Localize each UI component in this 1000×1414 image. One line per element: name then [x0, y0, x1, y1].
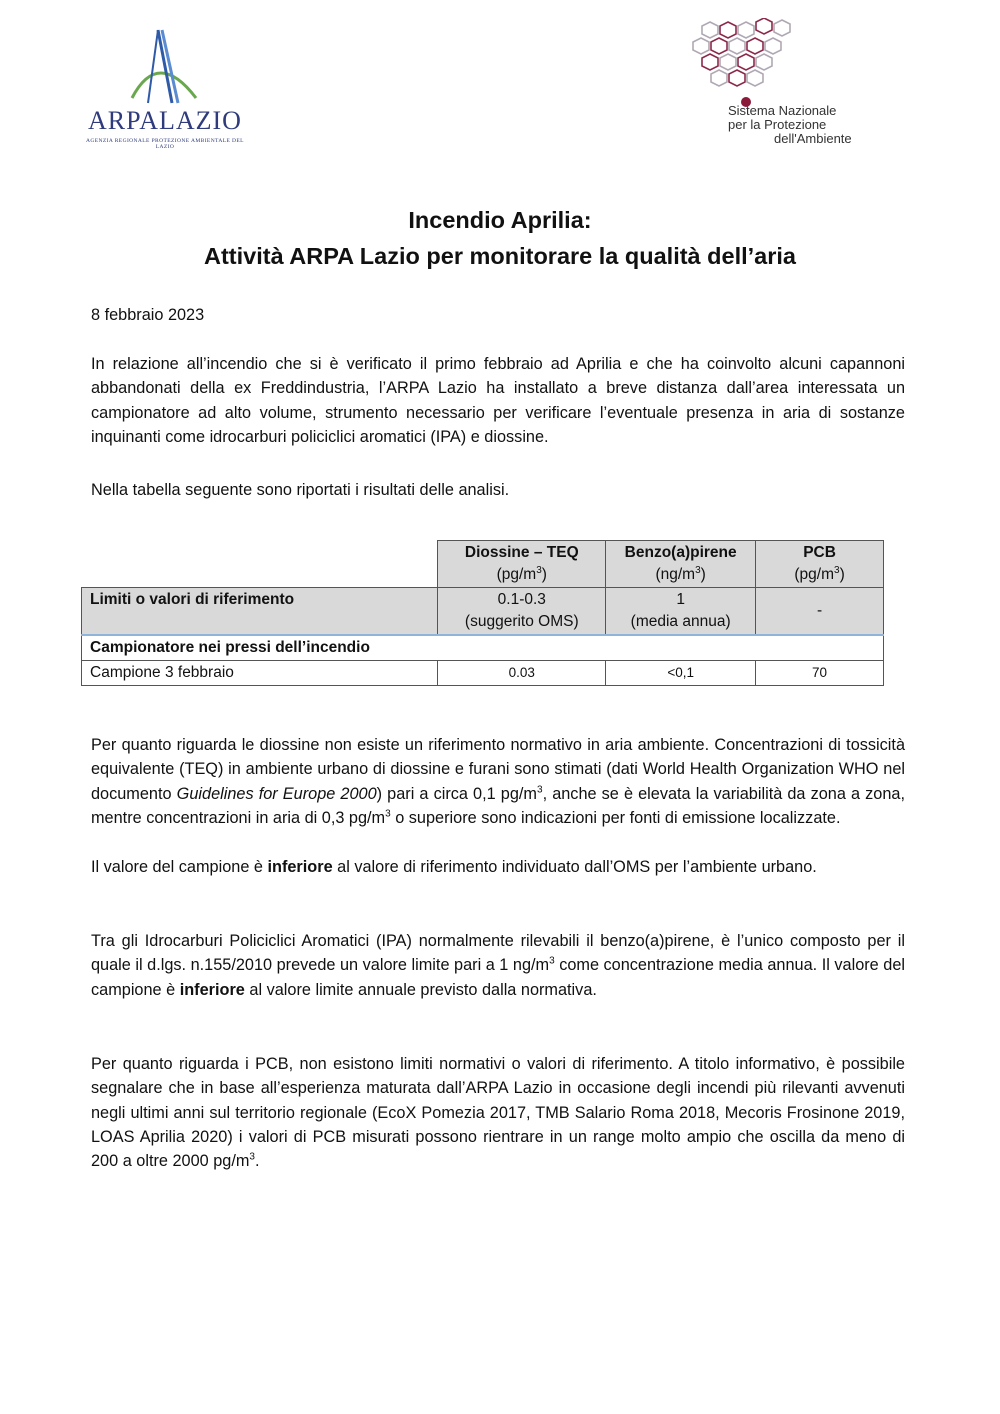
- limit-value: 1: [676, 591, 685, 608]
- paragraph-pcb: [91, 1052, 905, 1173]
- hexagon-cluster-icon: [690, 18, 900, 108]
- header-benzopirene: [606, 541, 756, 588]
- header-unit: (pg/m: [794, 566, 834, 583]
- p3-text-b: come concentrazione media annua. Il valore del campione è: [91, 956, 905, 999]
- limit-note: (suggerito OMS): [464, 613, 579, 630]
- snpa-text: [728, 104, 898, 146]
- header-unit-close: ): [700, 566, 706, 583]
- limit-pcb: [756, 588, 884, 636]
- limit-note: (media annua): [630, 613, 731, 630]
- snpa-line-3: dell'Ambiente: [774, 131, 852, 146]
- header-unit: (ng/m: [655, 566, 696, 583]
- p4-text-a: Per quanto riguarda i PCB, non esistono limiti normativi o valori di riferimento. A titolo informativo, è possibile segnalare che in base all’esperienza maturata dall’ARPA Lazio in occasione degli incendi più rilevanti avvenuti negli ultimi anni sul territorio regionale (EcoX Pomezia 2017, TMB Salario Roma 2018, Mecoris Frosinone 2019, LOAS Aprilia 2020) i valori di PCB misurati possono rientrare in un range molto ampio che oscilla da meno di 200 a oltre 2000 pg/m: [91, 1055, 905, 1171]
- p4-text-b: .: [254, 1152, 260, 1171]
- document-date: 8 febbraio 2023: [91, 306, 205, 324]
- p3-bold: inferiore: [179, 980, 245, 999]
- snpa-line-1: Sistema Nazionale: [728, 103, 837, 118]
- header-name: PCB: [803, 544, 836, 561]
- p2-text-b: al valore di riferimento individuato dall’OMS per l’ambiente urbano.: [332, 858, 817, 876]
- paragraph-ipa: [91, 929, 905, 1002]
- sample-label: Campione 3 febbraio: [82, 661, 438, 686]
- header-unit-sup: 3: [536, 564, 542, 576]
- p1-text-c: , anche se è elevata la variabilità da zona a zona, mentre concentrazioni in aria di 0,3 pg/m: [91, 784, 905, 827]
- paragraph-diossine: [91, 733, 905, 830]
- table-intro: Nella tabella seguente sono riportati i risultati delle analisi.: [91, 481, 510, 499]
- p1-sup-2: 3: [385, 808, 391, 820]
- p2-text-a: Il valore del campione è: [91, 858, 268, 876]
- header-unit: (pg/m: [496, 566, 537, 583]
- results-table: [81, 540, 884, 686]
- sample-benzopirene: <0,1: [606, 661, 756, 686]
- arpa-lazio-emblem-icon: [128, 28, 202, 108]
- page-title: [0, 202, 1000, 274]
- table-row-limits: [82, 588, 884, 636]
- section-label: Campionatore nei pressi dell’incendio: [90, 639, 370, 656]
- p1-italic: Guidelines for Europe 2000: [176, 784, 377, 803]
- header-unit-close: ): [541, 566, 547, 583]
- limit-value: -: [816, 602, 823, 619]
- p2-bold: inferiore: [267, 858, 333, 876]
- p4-sup: 3: [249, 1151, 255, 1163]
- title-line-2: Attività ARPA Lazio per monitorare la qualità dell’aria: [204, 243, 796, 269]
- snpa-line-2: per la Protezione: [728, 117, 827, 132]
- intro-paragraph: In relazione all’incendio che si è verificato il primo febbraio ad Aprilia e che ha coinvolto alcuni capannoni abbandonati della ex Freddindustria, l’ARPA Lazio ha installato a breve distanza dall’area interessata un campionatore ad alto volume, strumento necessario per verificare l’eventuale presenza in aria di sostanze inquinanti come idrocarburi policiclici aromatici (IPA) e diossine.: [91, 355, 905, 446]
- title-line-1: Incendio Aprilia:: [408, 207, 592, 233]
- logo-tagline: AGENZIA REGIONALE PROTEZIONE AMBIENTALE DEL LAZIO: [86, 138, 244, 150]
- header-unit-sup: 3: [834, 564, 840, 576]
- arpa-lazio-logo: [80, 28, 250, 148]
- limits-label: Limiti o valori di riferimento: [90, 591, 295, 608]
- sample-pcb: 70: [756, 661, 884, 686]
- p3-text-a: Tra gli Idrocarburi Policiclici Aromatici (IPA) normalmente rilevabili il benzo(a)pirene, è l’unico composto per il quale il d.lgs. n.155/2010 prevede un valore limite pari a 1 ng/m: [91, 932, 905, 975]
- snpa-logo: [690, 18, 900, 148]
- logo-brand-text: ARPALAZIO: [88, 106, 242, 135]
- paragraph-diossine-result: [91, 855, 905, 879]
- p1-text-b: ) pari a circa 0,1 pg/m: [376, 784, 537, 803]
- p3-text-c: al valore limite annuale previsto dalla normativa.: [244, 980, 597, 999]
- header-name: Benzo(a)pirene: [624, 544, 737, 561]
- limit-benzopirene: [606, 588, 756, 636]
- p1-text-d: o superiore sono indicazioni per fonti di emissione localizzate.: [390, 808, 841, 827]
- table-row-sample: [82, 661, 884, 686]
- sample-diossine: 0.03: [438, 661, 606, 686]
- header-unit-close: ): [839, 566, 845, 583]
- header-diossine: [438, 541, 606, 588]
- limit-diossine: [438, 588, 606, 636]
- p1-sup-1: 3: [537, 784, 543, 796]
- header-pcb: [756, 541, 884, 588]
- table-section-row: [82, 635, 884, 661]
- table-header-row: [82, 541, 884, 588]
- p3-sup: 3: [549, 955, 555, 967]
- p1-text-a: Per quanto riguarda le diossine non esiste un riferimento normativo in aria ambiente. Concentrazioni di tossicità equivalente (TEQ) in ambiente urbano di diossine e furani sono stimati (dati World Health Organization WHO nel documento: [91, 736, 905, 803]
- header-name: Diossine – TEQ: [464, 544, 579, 561]
- header-unit-sup: 3: [695, 564, 701, 576]
- limit-value: 0.1-0.3: [497, 591, 546, 608]
